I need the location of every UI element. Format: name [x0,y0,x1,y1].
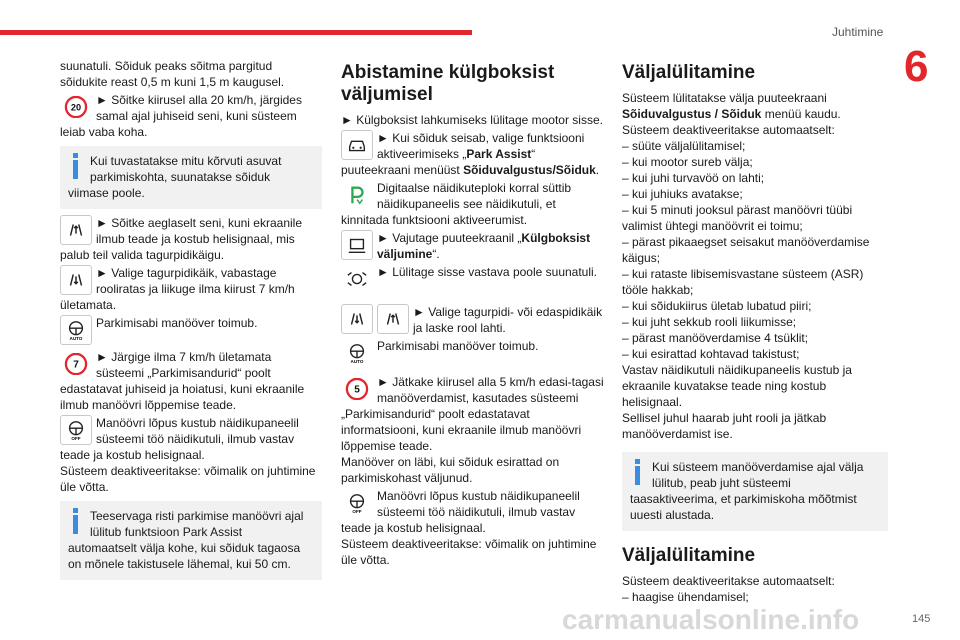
paragraph: Sellisel juhul haarab juht rooli ja jätkab manööverdamist ise. [622,411,827,441]
paragraph: Süsteem deaktiveeritakse automaatselt: [622,574,835,588]
speed-sign-label: 20 [70,102,82,113]
park-assist-off-icon [341,488,373,518]
page-number: 145 [912,613,931,625]
note-text: Kui süsteem manööverdamise ajal välja lülitub, peab juht süsteemi taasaktiveerima, et parkimiskoha mõõtmist uuesti alustada. [630,460,864,522]
park-assist-auto-icon [341,338,373,368]
park-assist-auto-icon [60,315,92,345]
speed-limit-20-icon [60,92,92,122]
paragraph: ► Jätkake kiirusel alla 5 km/h edasi-tagasi manööverdamist, kasutades süsteemi „Parkimisandurid“ poolt edastatavat informatsiooni, kuni ekraanile ilmub manöövri lõppemise teade. [341,375,604,453]
paragraph: ► Valige tagurpidikäik, vabastage rooliratas ja liikuge ilma kiirust 7 km/h ületamata. [60,266,295,312]
paragraph: ► Järgige ilma 7 km/h ületamata süsteemi „Parkimisandurid“ poolt edastatavat juhiseid ja hoiatusi, kuni ekraanile ilmub manöövri lõppemise teade. [60,350,305,412]
accent-bar [0,30,472,35]
column-1 [60,58,322,586]
gear-select-icon [60,265,92,295]
text-span: menüü kaudu. [761,107,841,121]
gear-reverse-icon [60,215,92,245]
list-item: – kui esirattad kohtavad takistust; [622,347,800,361]
paragraph: ► Valige tagurpidi- või edaspidikäik ja laske rool lahti. [413,305,603,335]
paragraph [622,90,888,122]
list-item: – süüte väljalülitamisel; [622,139,746,153]
paragraph: – haagise ühendamisel; [622,590,749,604]
chapter-number: 6 [904,42,929,91]
column-2 [341,58,605,568]
paragraph: ► Külgboksist lahkumiseks lülitage mootor sisse. [341,113,603,127]
gear-reverse-icon [377,304,409,334]
paragraph: ► Sõitke aeglaselt seni, kuni ekraanile ilmub teade ja kostub helisignaal, mis palub teil valida tagurpidikäigu. [60,216,302,262]
paragraph: ► Lülitage sisse vastava poole suunatuli. [377,265,598,279]
list-item: – pärast pikaaegset seisakut manööverdamise käigus; [622,235,870,265]
paragraph: Digitaalse näidikuteploki korral süttib näidikupaneelis see näidikutuli, et kinnitada funktsiooni aktiveerumist. [341,181,572,227]
section-heading: Väljalülitamine [622,62,756,83]
paragraph: Süsteem deaktiveeritakse: võimalik on juhtimine üle võtta. [341,537,597,567]
list-item: – kui 5 minuti jooksul pärast manöövri tüübi valimist ühtegi manöövrit ei toimu; [622,203,853,233]
text-span: Süsteem lülitatakse välja puuteekraani [622,91,827,105]
turn-signal-icon [341,264,373,294]
list-item: – kui sõidukiirus ületab lubatud piiri; [622,299,812,313]
column-3 [622,58,888,605]
list-item: – kui rataste libisemisvastane süsteem (ASR) tööle hakkab; [622,267,864,297]
paragraph [341,230,605,262]
paragraph: suunatuli. Sõiduk peaks sõitma pargitud sõidukite reast 0,5 m kuni 1,5 m kaugusel. [60,59,285,89]
bold-span: Sõiduvalgustus/Sõiduk [463,163,596,177]
info-icon [68,508,82,536]
paragraph: Süsteem deaktiveeritakse: võimalik on juhtimine üle võtta. [60,464,316,494]
bold-span: Sõiduvalgustus / Sõiduk [622,107,762,121]
paragraph: Manööver on läbi, kui sõiduk esirattad on parkimiskohast väljunud. [341,455,560,485]
speed-sign-label: 5 [354,384,360,396]
list-item: – kui juht sekkub rooli liikumisse; [622,315,797,329]
watermark: carmanualsonline.info [562,604,860,635]
deactivation-list [622,138,888,362]
car-icon [341,130,373,160]
info-note [60,501,322,580]
text-span: “ puuteekraani menüüst [341,147,536,177]
gear-select-icon [341,304,373,334]
list-item: – kui juhiuks avatakse; [622,187,743,201]
off-label: OFF [352,509,362,514]
auto-label: AUTO [350,359,364,364]
list-item: – kui juhi turvavöö on lahti; [622,171,765,185]
text-span: ► Vajutage puuteekraanil „ [377,231,522,245]
info-note [622,452,888,531]
paragraph [341,130,605,178]
green-parking-indicator-icon [341,180,373,210]
info-note [60,146,322,209]
speed-limit-5-icon [341,374,373,404]
speed-sign-label: 7 [73,359,79,371]
park-assist-off-icon [60,415,92,445]
paragraph: Vastav näidikutuli näidikupaneelis kustub ja ekraanile kuvatakse teade ning kostub helisignaal. [622,363,852,409]
info-icon [630,459,644,487]
bold-span: Park Assist [466,147,532,161]
section-name: Juhtimine [832,25,884,39]
note-text: Teeservaga risti parkimise manöövri ajal lülitub funktsioon Park Assist automaatselt välja kohe, kui sõiduk tagaosa on mõnele takistusele lähemal, kui 50 cm. [68,509,304,571]
off-label: OFF [71,436,81,441]
section-heading: Väljalülitamine [622,545,756,566]
speed-limit-7-icon [60,349,92,379]
paragraph: Süsteem deaktiveeritakse automaatselt: [622,123,835,137]
paragraph: Manöövri lõpus kustub näidikupaneelil süsteemi töö näidikutuli, ilmub vastav teade ja kostub helisignaal. [60,416,299,462]
list-item: – kui mootor sureb välja; [622,155,753,169]
paragraph: Parkimisabi manööver toimub. [377,339,539,353]
auto-label: AUTO [69,336,83,341]
text-span: “. [432,247,440,261]
paragraph: Parkimisabi manööver toimub. [96,316,258,330]
note-text: Kui tuvastatakse mitu kõrvuti asuvat parkimiskohta, suunatakse sõiduk viimase poole. [68,154,282,200]
side-exit-icon [341,230,373,260]
text-span: . [595,163,600,177]
paragraph: Manöövri lõpus kustub näidikupaneelil süsteemi töö näidikutuli, ilmub vastav teade ja kostub helisignaal. [341,489,580,535]
info-icon [68,153,82,181]
bold-span: Külgboksist väljumine [377,231,591,261]
paragraph: ► Sõitke kiirusel alla 20 km/h, järgides samal ajal juhiseid seni, kuni süsteem leiab vaba koha. [60,93,302,139]
text-span: ► Kui sõiduk seisab, valige funktsiooni aktiveerimiseks „ [377,131,585,161]
section-heading: Abistamine külgboksist väljumisel [341,62,555,105]
list-item: – pärast manööverdamise 4 tsüklit; [622,331,809,345]
